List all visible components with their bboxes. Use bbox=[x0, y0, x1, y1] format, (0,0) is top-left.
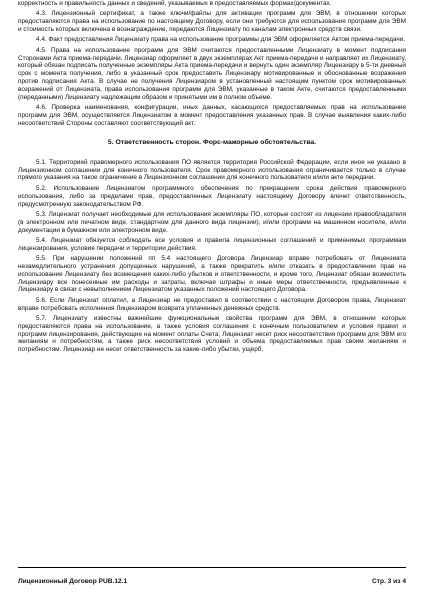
section-heading: 5. Ответственность сторон. Форс-мажорные обстоятельства. bbox=[107, 138, 317, 146]
footer-doc-title: Лицензионный Договор PUB.12.1 bbox=[18, 578, 128, 585]
page-footer bbox=[18, 567, 406, 585]
document-page bbox=[18, 0, 406, 600]
paragraph-5-4: 5.4. Лицензиат обязуется соблюдать все условия и правила лицензионных соглашений и применимых программам лицензирования, условия передачи и территории действия. bbox=[18, 236, 406, 252]
paragraph-5-2: 5.2. Использование Лицензиатом программного обеспечения по прекращении срока действия правомерного использования, либо за пределами прав, предоставленных Лицензиату настоящему Договору влечет ответственность, предусмотренную законодательством РФ. bbox=[18, 184, 406, 208]
paragraph-continuation: корректность и правильность данных и сведений, указываемых в предоставляемых формах/документах. bbox=[18, 0, 332, 7]
paragraph-4-4: 4.4. Факт предоставления Лицензиату права на использование программы для ЭВМ оформляется Актом приема-передачи. bbox=[36, 36, 406, 44]
paragraph-5-3: 5.3. Лицензиат получает необходимые для использования экземпляры ПО, которые состоят из лицензии правообладателя (в электронном или печатном виде, стандартном для данного вида лицензии), и/или программ на машинном носителе, и/или документации в бумажном или электронном виде. bbox=[18, 210, 406, 234]
paragraph-4-5: 4.5. Права на использование программ для ЭВМ считаются предоставленными Лицензиату в момент подписания Сторонами Акта приема-передачи. Лицензиар оформляет в двух экземплярах Акт приема-передачи и направляет их Лицензиату, который обязан подписать полученные экземпляры Акта приема-передачи и вернуть один экземпляр Лицензиару в 5-ти дневный срок с момента получения, либо в указанный срок предоставить Лицензиару мотивированные и обоснованные возражения против подписания Акта. В случае не получения Лицензиаром в установленный настоящим пунктом срок мотивированных возражений от Лицензиата, права использования программ для ЭВМ, указанные в таком Акте, считаются предоставленными (переданными) Лицензиату надлежащим образом и принятыми им в полном объеме. bbox=[18, 46, 406, 101]
paragraph-5-1: 5.1. Территорией правомерного использования ПО является территория Российской Федерации, если иное не указано в Лицензионном соглашении для конечного пользователя. Срок правомерного использования ограничивается только в случае прямого указания на такое ограничение в Лицензионном соглашении для конечного пользователя и/или акте передачи. bbox=[18, 158, 406, 182]
paragraph-5-6: 5.6. Если Лицензиат оплатил, а Лицензиар не предоставил в соответствии с настоящим Договором права, Лицензиат вправе потребовать исполнения Лицензиаром возврата уплаченных денежных средств. bbox=[18, 296, 406, 312]
paragraph-4-6: 4.6. Проверка наименования, конфигурации, иных данных, касающихся предоставляемых прав на использование программ для ЭВМ, осуществляется Лицензиатом в момент предоставления указанных прав. В случае выявления каких-либо несоответствий Стороны составляют соответствующий акт. bbox=[18, 104, 406, 127]
footer-page-number: Стр. 3 из 4 bbox=[371, 578, 406, 585]
paragraph-5-5: 5.5. При нарушении положений пп 5.4 настоящего Договора Лицензиар вправе потребовать от Лицензиата незамедлительного устранения допущенных нарушений, а также прекратить и/или отказать в предоставлении прав на использование Лицензиату без возмещения каких-либо убытков и ответственности, и кроме того, Лицензиат обязан возместить Лицензиару все понесенные им расходы и затраты, включая штрафы и иные меры ответственности, предъявленные к Лицензиару в связи с невыполнением Лицензиатом указанных положений настоящего Договора. bbox=[18, 255, 406, 294]
paragraph-4-3: 4.3. Лицензионный сертификат, а также ключи/файлы для активации программ для ЭВМ, в отношении которых предоставляются права на использование по настоящему Договору, если они требуются для использования программ для ЭВМ и стоимость которых включена в вознаграждение, передаются Лицензиату по каналам электронных средств связи. bbox=[18, 10, 406, 34]
paragraph-5-7: 5.7. Лицензиату известны важнейшие функциональные свойства программ для ЭВМ, в отношении которых предоставляются права на использование, а также условия соглашения с конечным пользователем и условия правил и программ лицензирования, действующие на момент оплаты Счета; Лицензиат несет риск несоответствия программ для ЭВМ его желаниям и потребностям, а также риск несоответствия условий и объема предоставляемых прав своим желаниям и потребностям. Лицензиар не несет ответственность за какие-либо убытки, ущерб, bbox=[18, 315, 406, 354]
